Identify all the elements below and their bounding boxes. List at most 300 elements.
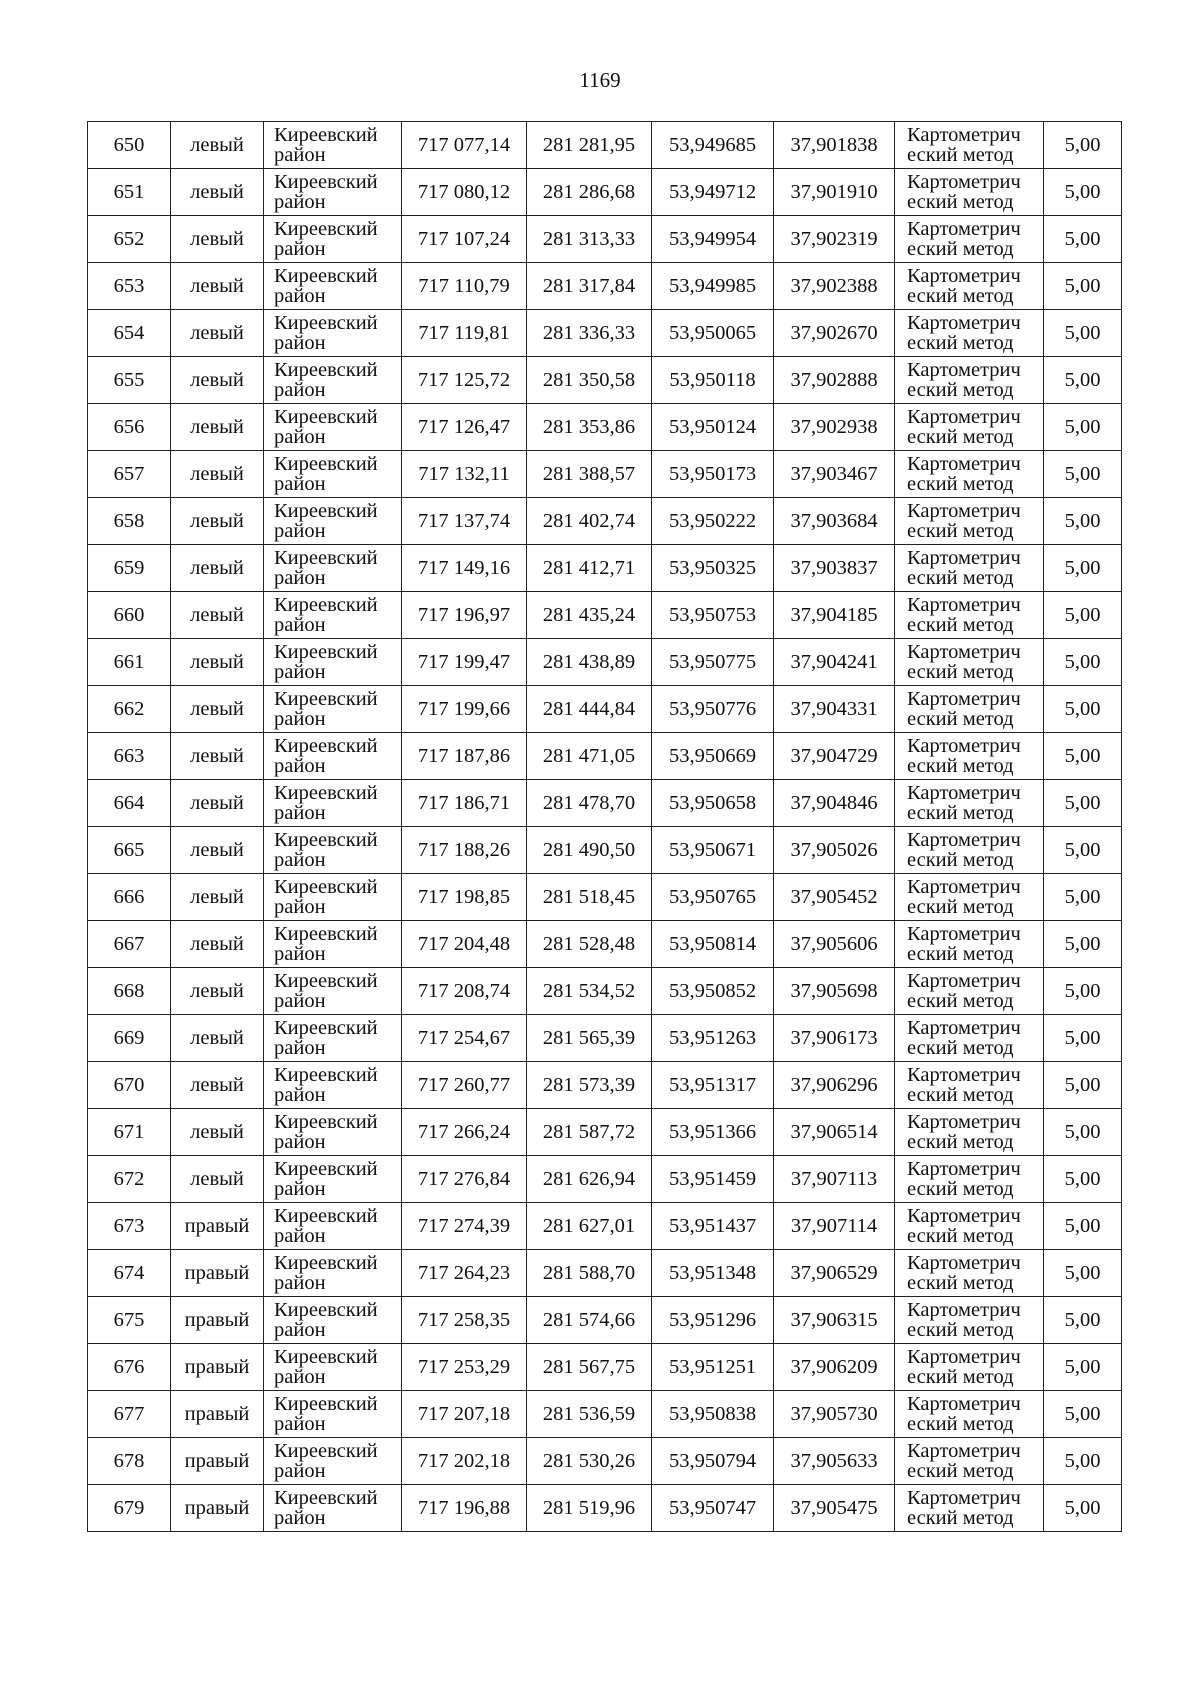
x-coordinate-cell: 717 137,74	[402, 498, 527, 545]
district-line-1: Киреевский	[274, 265, 378, 287]
method-cell	[895, 545, 1044, 592]
district-line-1: Киреевский	[274, 923, 378, 945]
x-coordinate-cell: 717 196,88	[402, 1485, 527, 1532]
district-cell	[264, 1156, 402, 1203]
district-line-1: Киреевский	[274, 359, 378, 381]
longitude-cell: 37,906209	[774, 1344, 895, 1391]
district-line-2: район	[274, 1319, 326, 1341]
method-cell	[895, 357, 1044, 404]
method-cell	[895, 592, 1044, 639]
latitude-cell: 53,949954	[652, 216, 774, 263]
district-line-1: Киреевский	[274, 1205, 378, 1227]
y-coordinate-cell: 281 530,26	[527, 1438, 652, 1485]
district-line-1: Киреевский	[274, 453, 378, 475]
bank-side-cell: левый	[171, 592, 264, 639]
point-number-cell: 662	[88, 686, 171, 733]
x-coordinate-cell: 717 208,74	[402, 968, 527, 1015]
district-line-2: район	[274, 238, 326, 260]
latitude-cell: 53,950658	[652, 780, 774, 827]
x-coordinate-cell: 717 107,24	[402, 216, 527, 263]
district-cell	[264, 780, 402, 827]
method-line-2: еский метод	[907, 1037, 1014, 1059]
longitude-cell: 37,906296	[774, 1062, 895, 1109]
district-line-2: район	[274, 285, 326, 307]
latitude-cell: 53,951348	[652, 1250, 774, 1297]
point-number-cell: 651	[88, 169, 171, 216]
district-cell	[264, 310, 402, 357]
district-cell	[264, 545, 402, 592]
district-line-2: район	[274, 144, 326, 166]
x-coordinate-cell: 717 258,35	[402, 1297, 527, 1344]
method-cell	[895, 1344, 1044, 1391]
method-line-2: еский метод	[907, 614, 1014, 636]
point-number-cell: 671	[88, 1109, 171, 1156]
y-coordinate-cell: 281 567,75	[527, 1344, 652, 1391]
y-coordinate-cell: 281 587,72	[527, 1109, 652, 1156]
method-line-1: Картометрич	[907, 218, 1021, 240]
district-line-1: Киреевский	[274, 218, 378, 240]
district-cell	[264, 1344, 402, 1391]
district-line-2: район	[274, 896, 326, 918]
x-coordinate-cell: 717 276,84	[402, 1156, 527, 1203]
method-cell	[895, 921, 1044, 968]
accuracy-cell: 5,00	[1044, 1156, 1122, 1203]
method-line-2: еский метод	[907, 1084, 1014, 1106]
accuracy-cell: 5,00	[1044, 545, 1122, 592]
method-line-2: еский метод	[907, 426, 1014, 448]
method-line-2: еский метод	[907, 567, 1014, 589]
district-cell	[264, 686, 402, 733]
latitude-cell: 53,950814	[652, 921, 774, 968]
district-cell	[264, 921, 402, 968]
bank-side-cell: левый	[171, 498, 264, 545]
x-coordinate-cell: 717 077,14	[402, 122, 527, 169]
district-cell	[264, 874, 402, 921]
bank-side-cell: правый	[171, 1250, 264, 1297]
district-cell	[264, 968, 402, 1015]
district-cell	[264, 169, 402, 216]
table-row	[88, 1062, 1122, 1109]
district-line-2: район	[274, 1178, 326, 1200]
table-row	[88, 874, 1122, 921]
table-body	[88, 122, 1122, 1532]
method-line-2: еский метод	[907, 191, 1014, 213]
y-coordinate-cell: 281 350,58	[527, 357, 652, 404]
district-line-2: район	[274, 567, 326, 589]
method-cell	[895, 451, 1044, 498]
district-cell	[264, 1015, 402, 1062]
bank-side-cell: правый	[171, 1438, 264, 1485]
district-cell	[264, 404, 402, 451]
method-line-2: еский метод	[907, 802, 1014, 824]
point-number-cell: 650	[88, 122, 171, 169]
district-line-1: Киреевский	[274, 1393, 378, 1415]
latitude-cell: 53,950124	[652, 404, 774, 451]
method-line-2: еский метод	[907, 1507, 1014, 1529]
point-number-cell: 663	[88, 733, 171, 780]
accuracy-cell: 5,00	[1044, 451, 1122, 498]
table-row	[88, 451, 1122, 498]
district-line-2: район	[274, 191, 326, 213]
longitude-cell: 37,905026	[774, 827, 895, 874]
accuracy-cell: 5,00	[1044, 1250, 1122, 1297]
longitude-cell: 37,907113	[774, 1156, 895, 1203]
y-coordinate-cell: 281 574,66	[527, 1297, 652, 1344]
method-line-2: еский метод	[907, 1272, 1014, 1294]
table-row	[88, 1344, 1122, 1391]
district-line-1: Киреевский	[274, 594, 378, 616]
table-row	[88, 827, 1122, 874]
longitude-cell: 37,905633	[774, 1438, 895, 1485]
x-coordinate-cell: 717 110,79	[402, 263, 527, 310]
accuracy-cell: 5,00	[1044, 498, 1122, 545]
latitude-cell: 53,950222	[652, 498, 774, 545]
method-line-1: Картометрич	[907, 312, 1021, 334]
longitude-cell: 37,903837	[774, 545, 895, 592]
bank-side-cell: левый	[171, 545, 264, 592]
district-line-1: Киреевский	[274, 641, 378, 663]
method-cell	[895, 827, 1044, 874]
longitude-cell: 37,905730	[774, 1391, 895, 1438]
district-cell	[264, 451, 402, 498]
method-line-1: Картометрич	[907, 124, 1021, 146]
latitude-cell: 53,950852	[652, 968, 774, 1015]
district-line-1: Киреевский	[274, 1064, 378, 1086]
longitude-cell: 37,905606	[774, 921, 895, 968]
bank-side-cell: правый	[171, 1485, 264, 1532]
longitude-cell: 37,905475	[774, 1485, 895, 1532]
latitude-cell: 53,950118	[652, 357, 774, 404]
x-coordinate-cell: 717 253,29	[402, 1344, 527, 1391]
y-coordinate-cell: 281 286,68	[527, 169, 652, 216]
table-row	[88, 1250, 1122, 1297]
method-line-2: еский метод	[907, 1413, 1014, 1435]
table-row	[88, 498, 1122, 545]
accuracy-cell: 5,00	[1044, 874, 1122, 921]
district-line-1: Киреевский	[274, 970, 378, 992]
method-cell	[895, 498, 1044, 545]
x-coordinate-cell: 717 202,18	[402, 1438, 527, 1485]
method-cell	[895, 1062, 1044, 1109]
latitude-cell: 53,950838	[652, 1391, 774, 1438]
method-line-1: Картометрич	[907, 500, 1021, 522]
accuracy-cell: 5,00	[1044, 1485, 1122, 1532]
accuracy-cell: 5,00	[1044, 1109, 1122, 1156]
bank-side-cell: правый	[171, 1297, 264, 1344]
longitude-cell: 37,902888	[774, 357, 895, 404]
district-line-2: район	[274, 1413, 326, 1435]
district-line-2: район	[274, 1131, 326, 1153]
method-line-2: еский метод	[907, 990, 1014, 1012]
method-line-1: Картометрич	[907, 970, 1021, 992]
table-row	[88, 1015, 1122, 1062]
y-coordinate-cell: 281 317,84	[527, 263, 652, 310]
district-cell	[264, 1297, 402, 1344]
y-coordinate-cell: 281 388,57	[527, 451, 652, 498]
table-row	[88, 357, 1122, 404]
method-line-2: еский метод	[907, 1366, 1014, 1388]
x-coordinate-cell: 717 199,47	[402, 639, 527, 686]
method-line-1: Картометрич	[907, 1440, 1021, 1462]
accuracy-cell: 5,00	[1044, 216, 1122, 263]
bank-side-cell: левый	[171, 1156, 264, 1203]
y-coordinate-cell: 281 519,96	[527, 1485, 652, 1532]
method-line-1: Картометрич	[907, 265, 1021, 287]
y-coordinate-cell: 281 536,59	[527, 1391, 652, 1438]
bank-side-cell: левый	[171, 216, 264, 263]
district-line-1: Киреевский	[274, 312, 378, 334]
method-line-1: Картометрич	[907, 1017, 1021, 1039]
district-line-1: Киреевский	[274, 124, 378, 146]
point-number-cell: 659	[88, 545, 171, 592]
district-cell	[264, 592, 402, 639]
bank-side-cell: левый	[171, 451, 264, 498]
longitude-cell: 37,902670	[774, 310, 895, 357]
bank-side-cell: левый	[171, 1015, 264, 1062]
table-row	[88, 1109, 1122, 1156]
table-row	[88, 639, 1122, 686]
method-line-2: еский метод	[907, 238, 1014, 260]
method-cell	[895, 216, 1044, 263]
y-coordinate-cell: 281 626,94	[527, 1156, 652, 1203]
district-line-2: район	[274, 1460, 326, 1482]
latitude-cell: 53,950753	[652, 592, 774, 639]
method-line-1: Картометрич	[907, 688, 1021, 710]
bank-side-cell: левый	[171, 310, 264, 357]
district-line-1: Киреевский	[274, 547, 378, 569]
accuracy-cell: 5,00	[1044, 169, 1122, 216]
method-line-1: Картометрич	[907, 406, 1021, 428]
accuracy-cell: 5,00	[1044, 592, 1122, 639]
district-line-2: район	[274, 1366, 326, 1388]
method-line-1: Картометрич	[907, 1487, 1021, 1509]
y-coordinate-cell: 281 313,33	[527, 216, 652, 263]
bank-side-cell: левый	[171, 1062, 264, 1109]
longitude-cell: 37,903684	[774, 498, 895, 545]
method-line-2: еский метод	[907, 1131, 1014, 1153]
longitude-cell: 37,902319	[774, 216, 895, 263]
district-line-2: район	[274, 614, 326, 636]
district-line-1: Киреевский	[274, 1111, 378, 1133]
bank-side-cell: левый	[171, 968, 264, 1015]
x-coordinate-cell: 717 274,39	[402, 1203, 527, 1250]
method-line-1: Картометрич	[907, 453, 1021, 475]
table-row	[88, 1156, 1122, 1203]
district-cell	[264, 357, 402, 404]
accuracy-cell: 5,00	[1044, 733, 1122, 780]
district-cell	[264, 639, 402, 686]
accuracy-cell: 5,00	[1044, 122, 1122, 169]
y-coordinate-cell: 281 627,01	[527, 1203, 652, 1250]
latitude-cell: 53,949712	[652, 169, 774, 216]
x-coordinate-cell: 717 260,77	[402, 1062, 527, 1109]
latitude-cell: 53,951317	[652, 1062, 774, 1109]
method-cell	[895, 1250, 1044, 1297]
table-row	[88, 968, 1122, 1015]
table-row	[88, 404, 1122, 451]
method-line-1: Картометрич	[907, 1158, 1021, 1180]
accuracy-cell: 5,00	[1044, 1391, 1122, 1438]
table-row	[88, 1297, 1122, 1344]
latitude-cell: 53,950325	[652, 545, 774, 592]
method-cell	[895, 1109, 1044, 1156]
method-line-2: еский метод	[907, 896, 1014, 918]
y-coordinate-cell: 281 490,50	[527, 827, 652, 874]
method-line-1: Картометрич	[907, 1346, 1021, 1368]
x-coordinate-cell: 717 126,47	[402, 404, 527, 451]
point-number-cell: 654	[88, 310, 171, 357]
longitude-cell: 37,905452	[774, 874, 895, 921]
method-line-1: Картометрич	[907, 876, 1021, 898]
method-line-1: Картометрич	[907, 829, 1021, 851]
method-cell	[895, 780, 1044, 827]
y-coordinate-cell: 281 402,74	[527, 498, 652, 545]
accuracy-cell: 5,00	[1044, 310, 1122, 357]
point-number-cell: 677	[88, 1391, 171, 1438]
district-line-2: район	[274, 755, 326, 777]
point-number-cell: 656	[88, 404, 171, 451]
y-coordinate-cell: 281 412,71	[527, 545, 652, 592]
bank-side-cell: левый	[171, 639, 264, 686]
district-cell	[264, 827, 402, 874]
method-line-2: еский метод	[907, 708, 1014, 730]
method-line-2: еский метод	[907, 661, 1014, 683]
accuracy-cell: 5,00	[1044, 780, 1122, 827]
table-row	[88, 1438, 1122, 1485]
point-number-cell: 665	[88, 827, 171, 874]
district-line-1: Киреевский	[274, 688, 378, 710]
method-line-2: еский метод	[907, 849, 1014, 871]
page-number: 1169	[579, 68, 621, 92]
accuracy-cell: 5,00	[1044, 1297, 1122, 1344]
y-coordinate-cell: 281 336,33	[527, 310, 652, 357]
longitude-cell: 37,907114	[774, 1203, 895, 1250]
district-line-1: Киреевский	[274, 1299, 378, 1321]
point-number-cell: 676	[88, 1344, 171, 1391]
method-line-1: Картометрич	[907, 359, 1021, 381]
district-line-1: Киреевский	[274, 1487, 378, 1509]
y-coordinate-cell: 281 518,45	[527, 874, 652, 921]
method-cell	[895, 1438, 1044, 1485]
method-line-2: еский метод	[907, 1460, 1014, 1482]
method-line-1: Картометрич	[907, 923, 1021, 945]
accuracy-cell: 5,00	[1044, 1062, 1122, 1109]
bank-side-cell: левый	[171, 827, 264, 874]
longitude-cell: 37,904241	[774, 639, 895, 686]
point-number-cell: 653	[88, 263, 171, 310]
method-line-1: Картометрич	[907, 171, 1021, 193]
method-line-2: еский метод	[907, 285, 1014, 307]
bank-side-cell: правый	[171, 1344, 264, 1391]
latitude-cell: 53,949685	[652, 122, 774, 169]
district-line-2: район	[274, 1507, 326, 1529]
district-line-2: район	[274, 332, 326, 354]
latitude-cell: 53,951296	[652, 1297, 774, 1344]
bank-side-cell: левый	[171, 686, 264, 733]
point-number-cell: 678	[88, 1438, 171, 1485]
x-coordinate-cell: 717 186,71	[402, 780, 527, 827]
y-coordinate-cell: 281 281,95	[527, 122, 652, 169]
district-line-2: район	[274, 473, 326, 495]
district-cell	[264, 1250, 402, 1297]
coordinates-table	[87, 121, 1122, 1532]
longitude-cell: 37,902388	[774, 263, 895, 310]
bank-side-cell: левый	[171, 169, 264, 216]
point-number-cell: 673	[88, 1203, 171, 1250]
x-coordinate-cell: 717 266,24	[402, 1109, 527, 1156]
point-number-cell: 672	[88, 1156, 171, 1203]
longitude-cell: 37,901910	[774, 169, 895, 216]
latitude-cell: 53,950776	[652, 686, 774, 733]
point-number-cell: 664	[88, 780, 171, 827]
y-coordinate-cell: 281 438,89	[527, 639, 652, 686]
y-coordinate-cell: 281 528,48	[527, 921, 652, 968]
district-cell	[264, 1062, 402, 1109]
district-line-1: Киреевский	[274, 500, 378, 522]
accuracy-cell: 5,00	[1044, 921, 1122, 968]
bank-side-cell: левый	[171, 404, 264, 451]
method-cell	[895, 968, 1044, 1015]
district-line-2: район	[274, 990, 326, 1012]
y-coordinate-cell: 281 573,39	[527, 1062, 652, 1109]
method-line-1: Картометрич	[907, 1111, 1021, 1133]
method-line-1: Картометрич	[907, 782, 1021, 804]
method-cell	[895, 122, 1044, 169]
method-line-1: Картометрич	[907, 1064, 1021, 1086]
latitude-cell: 53,950775	[652, 639, 774, 686]
district-line-1: Киреевский	[274, 171, 378, 193]
method-cell	[895, 263, 1044, 310]
x-coordinate-cell: 717 080,12	[402, 169, 527, 216]
district-cell	[264, 498, 402, 545]
method-line-1: Картометрич	[907, 1252, 1021, 1274]
method-line-1: Картометрич	[907, 594, 1021, 616]
x-coordinate-cell: 717 196,97	[402, 592, 527, 639]
x-coordinate-cell: 717 264,23	[402, 1250, 527, 1297]
longitude-cell: 37,904846	[774, 780, 895, 827]
district-line-1: Киреевский	[274, 876, 378, 898]
table-row	[88, 686, 1122, 733]
point-number-cell: 660	[88, 592, 171, 639]
district-line-2: район	[274, 426, 326, 448]
longitude-cell: 37,901838	[774, 122, 895, 169]
district-line-1: Киреевский	[274, 829, 378, 851]
longitude-cell: 37,904729	[774, 733, 895, 780]
longitude-cell: 37,904331	[774, 686, 895, 733]
longitude-cell: 37,905698	[774, 968, 895, 1015]
latitude-cell: 53,951459	[652, 1156, 774, 1203]
method-cell	[895, 1391, 1044, 1438]
district-line-2: район	[274, 520, 326, 542]
point-number-cell: 679	[88, 1485, 171, 1532]
district-cell	[264, 1438, 402, 1485]
district-line-1: Киреевский	[274, 406, 378, 428]
district-cell	[264, 1109, 402, 1156]
y-coordinate-cell: 281 353,86	[527, 404, 652, 451]
accuracy-cell: 5,00	[1044, 1438, 1122, 1485]
method-line-2: еский метод	[907, 1178, 1014, 1200]
x-coordinate-cell: 717 199,66	[402, 686, 527, 733]
longitude-cell: 37,906173	[774, 1015, 895, 1062]
latitude-cell: 53,949985	[652, 263, 774, 310]
y-coordinate-cell: 281 444,84	[527, 686, 652, 733]
district-cell	[264, 122, 402, 169]
district-line-1: Киреевский	[274, 1346, 378, 1368]
district-cell	[264, 1203, 402, 1250]
district-cell	[264, 216, 402, 263]
district-line-1: Киреевский	[274, 1017, 378, 1039]
table-row	[88, 1391, 1122, 1438]
